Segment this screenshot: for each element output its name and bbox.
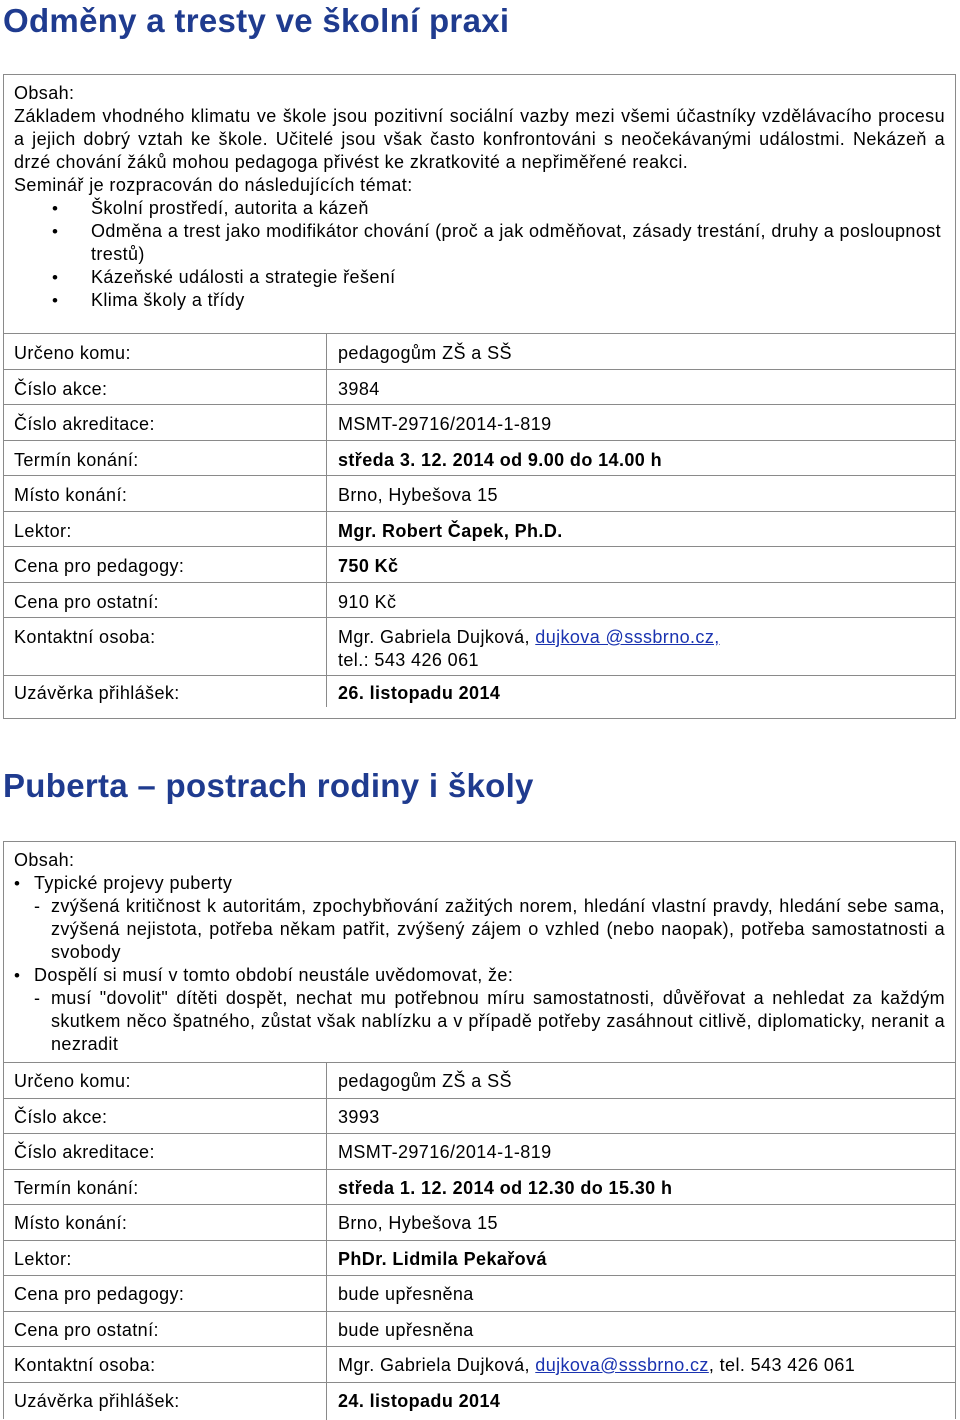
dash-item: - musí "dovolit" dítěti dospět, nechat mu potřebnou míru samostatnosti, důvěřovat a nehledat za každým skutkem něco špatného, zůstat však nablízku a v případě potřeby zasáhnout citlivě, diplomaticky, neranit a nezradit (14, 987, 945, 1056)
detail-row (4, 1311, 955, 1346)
contact-name: Mgr. Gabriela Dujková, (338, 1355, 536, 1375)
detail-label: Číslo akce: (14, 379, 108, 399)
detail-row (4, 369, 955, 404)
topics-intro: Seminář je rozpracován do následujících témat: (14, 175, 413, 195)
obsah-label: Obsah: (14, 83, 75, 103)
detail-label: Číslo akreditace: (14, 414, 155, 434)
detail-value: 3984 (338, 379, 380, 399)
detail-row (4, 617, 955, 675)
detail-label: Termín konání: (14, 450, 139, 470)
content-list (14, 964, 945, 987)
detail-label: Číslo akreditace: (14, 1142, 155, 1162)
detail-label: Uzávěrka přihlášek: (14, 683, 180, 703)
detail-row (4, 1062, 955, 1098)
course-info-box (3, 841, 956, 1419)
detail-row (4, 675, 955, 707)
detail-row (4, 475, 955, 511)
list-item: • Klima školy a třídy (14, 289, 945, 312)
detail-value: 26. listopadu 2014 (338, 683, 501, 703)
course-description (4, 842, 955, 1062)
detail-label: Číslo akce: (14, 1107, 108, 1127)
detail-label: Místo konání: (14, 1213, 128, 1233)
detail-row (4, 440, 955, 475)
bullet-text: Dospělí si musí v tomto období neustále uvědomovat, že: (34, 965, 514, 985)
detail-label: Cena pro ostatní: (14, 592, 159, 612)
detail-label: Kontaktní osoba: (14, 627, 156, 647)
contact-value (338, 1354, 855, 1377)
detail-label: Určeno komu: (14, 343, 131, 363)
course-info-box (3, 74, 956, 719)
obsah-label: Obsah: (14, 850, 75, 870)
detail-value: MSMT-29716/2014-1-819 (338, 1142, 552, 1162)
detail-value: 910 Kč (338, 592, 397, 612)
detail-value: Brno, Hybešova 15 (338, 485, 498, 505)
topics-list (14, 197, 945, 312)
detail-label: Uzávěrka přihlášek: (14, 1391, 180, 1411)
list-item: • Kázeňské události a strategie řešení (14, 266, 945, 289)
course-title: Puberta – postrach rodiny i školy (3, 767, 534, 804)
course-title: Odměny a tresty ve školní praxi (3, 2, 510, 39)
detail-value: Mgr. Robert Čapek, Ph.D. (338, 521, 563, 541)
detail-row (4, 1098, 955, 1133)
list-item (14, 872, 945, 895)
detail-label: Cena pro pedagogy: (14, 556, 185, 576)
detail-row (4, 1133, 955, 1169)
detail-value: Brno, Hybešova 15 (338, 1213, 498, 1233)
detail-value: PhDr. Lidmila Pekařová (338, 1249, 547, 1269)
detail-row (4, 1275, 955, 1311)
contact-phone: tel.: 543 426 061 (338, 650, 479, 670)
course-description (4, 75, 955, 333)
detail-row (4, 1204, 955, 1240)
detail-label: Cena pro ostatní: (14, 1320, 159, 1340)
contact-value (338, 626, 720, 672)
detail-value: bude upřesněna (338, 1284, 474, 1304)
detail-row (4, 511, 955, 546)
detail-row (4, 1346, 955, 1382)
detail-value: středa 3. 12. 2014 od 9.00 do 14.00 h (338, 450, 662, 470)
detail-value: MSMT-29716/2014-1-819 (338, 414, 552, 434)
contact-email-link[interactable]: dujkova @sssbrno.cz, (535, 627, 720, 647)
bullet-text: Typické projevy puberty (34, 873, 233, 893)
detail-value: 3993 (338, 1107, 380, 1127)
detail-value: pedagogům ZŠ a SŠ (338, 1071, 512, 1091)
detail-row (4, 404, 955, 440)
detail-label: Kontaktní osoba: (14, 1355, 156, 1375)
contact-email-link[interactable]: dujkova@sssbrno.cz (535, 1355, 709, 1375)
detail-label: Místo konání: (14, 485, 128, 505)
detail-row (4, 546, 955, 582)
detail-value: bude upřesněna (338, 1320, 474, 1340)
content-list (14, 872, 945, 895)
detail-row (4, 1382, 955, 1420)
detail-row (4, 1169, 955, 1204)
contact-name: Mgr. Gabriela Dujková, (338, 627, 536, 647)
intro-paragraph: Základem vhodného klimatu ve škole jsou pozitivní sociální vazby mezi všemi účastníky vzdělávacího procesu a jejich dobrý vztah ke škole. Učitelé jsou však často konfrontováni s neočekávanými událostmi. Nekázeň a drzé chování žáků mohou pedagoga přivést ke zkratkovité a nepřiměřené reakci. (14, 106, 945, 172)
detail-label: Termín konání: (14, 1178, 139, 1198)
detail-value: 24. listopadu 2014 (338, 1391, 501, 1411)
detail-value: 750 Kč (338, 556, 399, 576)
detail-label: Určeno komu: (14, 1071, 131, 1091)
detail-row (4, 1240, 955, 1275)
detail-label: Lektor: (14, 1249, 72, 1269)
list-item: • Odměna a trest jako modifikátor chování (proč a jak odměňovat, zásady trestání, druhy a posloupnost trestů) (14, 220, 945, 266)
detail-row (4, 333, 955, 369)
detail-label: Cena pro pedagogy: (14, 1284, 185, 1304)
detail-value: středa 1. 12. 2014 od 12.30 do 15.30 h (338, 1178, 673, 1198)
dash-item: - zvýšená kritičnost k autoritám, zpochybňování zažitých norem, hledání vlastní pravdy, hledání sebe sama, zvýšená nejistota, potřeba někam patřit, zvýšený zájem o vzhled (nebo naopak), potřeba samostatnosti a svobody (14, 895, 945, 964)
contact-phone: , tel. 543 426 061 (708, 1355, 856, 1375)
detail-row (4, 582, 955, 617)
detail-value: pedagogům ZŠ a SŠ (338, 343, 512, 363)
list-item: • Školní prostředí, autorita a kázeň (14, 197, 945, 220)
list-item (14, 964, 945, 987)
detail-label: Lektor: (14, 521, 72, 541)
